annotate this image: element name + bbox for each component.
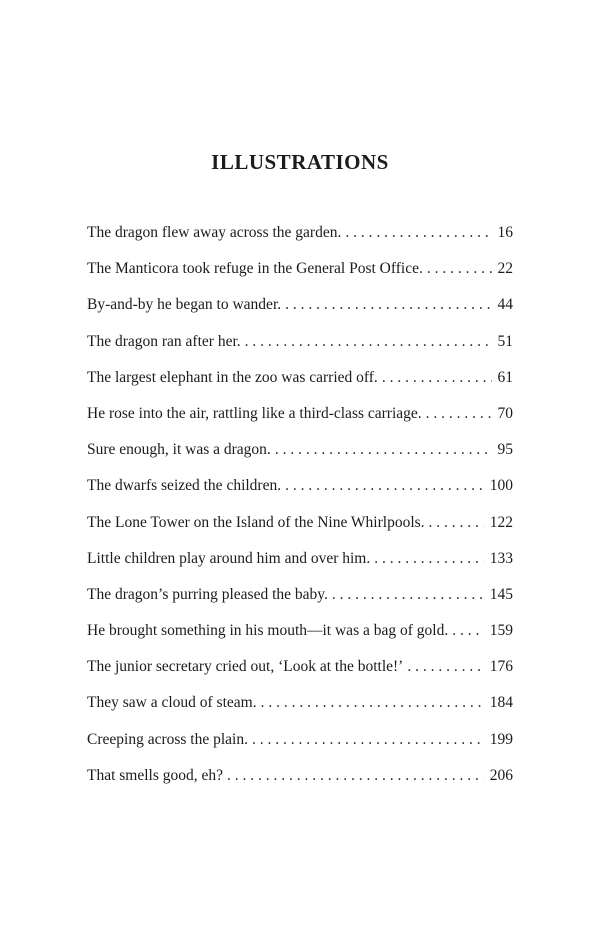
entry-caption: He brought something in his mouth—it was a bag of gold. — [87, 622, 449, 640]
dot-leader — [332, 583, 484, 607]
list-item — [87, 402, 513, 438]
dot-leader — [227, 764, 484, 788]
list-item — [87, 366, 513, 402]
entry-caption: The dragon flew away across the garden. — [87, 224, 342, 241]
dot-leader — [427, 257, 492, 281]
entry-caption: Creeping across the plain. — [87, 730, 248, 748]
entry-caption: That smells good, eh? — [87, 766, 224, 784]
entry-caption: The dragon ran after her. — [87, 332, 241, 350]
list-item — [87, 438, 513, 474]
entry-page-number: 176 — [489, 658, 513, 676]
entry-page-number: 206 — [489, 766, 513, 784]
entry-page-number: 199 — [489, 730, 513, 748]
list-item — [87, 474, 513, 510]
dot-leader — [452, 619, 484, 643]
entry-page-number: 16 — [497, 224, 513, 241]
entry-caption: Sure enough, it was a dragon. — [87, 441, 271, 459]
list-item — [87, 221, 513, 257]
list-item — [87, 728, 513, 764]
list-item — [87, 691, 513, 727]
entry-caption: He rose into the air, rattling like a third-class carriage. — [87, 404, 422, 422]
entry-caption: The junior secretary cried out, ‘Look at the bottle!’ — [87, 658, 404, 676]
entry-page-number: 122 — [489, 513, 513, 531]
list-item — [87, 619, 513, 655]
entry-page-number: 51 — [497, 332, 513, 350]
entry-page-number: 70 — [497, 404, 513, 422]
entry-page-number: 133 — [489, 549, 513, 567]
illustrations-list — [87, 221, 513, 800]
entry-page-number: 44 — [497, 296, 513, 314]
dot-leader — [285, 293, 491, 317]
entry-caption: Little children play around him and over him. — [87, 549, 371, 567]
entry-page-number: 100 — [489, 477, 513, 495]
list-item — [87, 511, 513, 547]
list-item — [87, 583, 513, 619]
entry-caption: The largest elephant in the zoo was carried off. — [87, 368, 378, 386]
dot-leader — [252, 728, 484, 752]
entry-caption: The Lone Tower on the Island of the Nine Whirlpools. — [87, 513, 425, 531]
entry-caption: By-and-by he began to wander. — [87, 296, 282, 314]
entry-caption: The Manticora took refuge in the General Post Office. — [87, 260, 423, 278]
dot-leader — [429, 511, 484, 535]
entry-caption: The dragon’s purring pleased the baby. — [87, 585, 328, 603]
entry-caption: The dwarfs seized the children. — [87, 477, 282, 495]
dot-leader — [374, 547, 484, 571]
list-item — [87, 330, 513, 366]
entry-page-number: 95 — [497, 441, 513, 459]
dot-leader — [275, 438, 492, 462]
entry-page-number: 22 — [497, 260, 513, 278]
list-item — [87, 764, 513, 800]
dot-leader — [261, 691, 484, 715]
dot-leader — [245, 330, 492, 354]
dot-leader — [407, 655, 483, 679]
list-item — [87, 293, 513, 329]
entry-page-number: 61 — [497, 368, 513, 386]
dot-leader — [426, 402, 492, 426]
entry-page-number: 184 — [489, 694, 513, 712]
dot-leader — [285, 474, 484, 498]
list-item — [87, 547, 513, 583]
list-item — [87, 257, 513, 293]
list-item — [87, 655, 513, 691]
entry-page-number: 145 — [489, 585, 513, 603]
page-title: ILLUSTRATIONS — [211, 150, 389, 174]
entry-caption: They saw a cloud of steam. — [87, 694, 257, 712]
entry-page-number: 159 — [489, 622, 513, 640]
dot-leader — [382, 366, 492, 390]
dot-leader — [345, 221, 491, 245]
